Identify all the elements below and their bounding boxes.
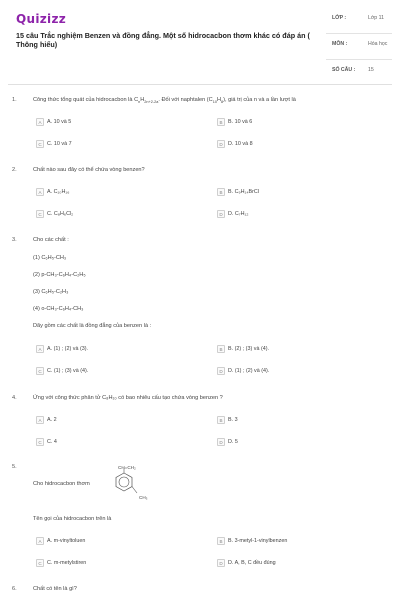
option-b[interactable]: B B. 10 và 6 (217, 118, 252, 126)
option-letter-box: D (217, 438, 225, 446)
benzene-inner-ring (119, 477, 129, 487)
option-letter-box: C (36, 438, 44, 446)
vinyl-group-label: CH=CH₂ (118, 465, 136, 470)
option-letter-box: B (217, 118, 225, 126)
question-number: 2. (12, 167, 17, 173)
class-label: LỚP : (332, 15, 347, 21)
compound-item: (3) C₆H₅-C₂H₃ (33, 289, 69, 295)
meta-divider (326, 33, 392, 34)
subject-value: Hóa học (368, 41, 388, 47)
option-d[interactable]: D D. A, B, C đều đúng (217, 559, 276, 567)
option-letter-box: D (217, 367, 225, 375)
option-letter-box: A (36, 188, 44, 196)
option-d[interactable]: D D. C₇H₁₂ (217, 210, 248, 218)
question-number: 6. (12, 586, 17, 592)
option-c[interactable]: C C. 4 (36, 438, 57, 446)
question-stem: Cho hidrocacbon thơm (33, 481, 90, 487)
header-divider (8, 84, 392, 85)
option-c[interactable]: C C. m-metylstiren (36, 559, 86, 567)
option-c[interactable]: C C. (1) ; (3) và (4). (36, 367, 88, 375)
option-b[interactable]: B B. 3-metyl-1-vinylbenzen (217, 537, 287, 545)
option-letter-box: D (217, 210, 225, 218)
option-b[interactable]: B B. 3 (217, 416, 238, 424)
subject-label: MÔN : (332, 41, 348, 47)
benzene-ring (116, 473, 132, 491)
quizizz-logo: Quizizz (16, 12, 67, 26)
compound-item: (1) C₆H₅-CH₃ (33, 255, 67, 261)
option-a[interactable]: A A. 2 (36, 416, 57, 424)
option-letter-box: A (36, 537, 44, 545)
option-letter-box: D (217, 559, 225, 567)
option-letter-box: C (36, 210, 44, 218)
option-letter-box: B (217, 416, 225, 424)
option-letter-box: C (36, 140, 44, 148)
methyl-group-label: CH₃ (139, 495, 148, 500)
option-letter-box: A (36, 118, 44, 126)
question-prompt: Dãy gồm các chất là đồng đẳng của benzen là : (33, 323, 152, 329)
question-stem: Chất nào sau đây có thể chứa vòng benzen? (33, 167, 145, 173)
option-d[interactable]: D D. 10 và 8 (217, 140, 253, 148)
option-a[interactable]: A A. C₁₀H₁₆ (36, 188, 69, 196)
class-value: Lớp 11 (368, 15, 384, 21)
question-number: 4. (12, 395, 17, 401)
option-d[interactable]: D D. 5 (217, 438, 238, 446)
compound-item: (2) p-CH₃-C₆H₄-C₂H₅ (33, 272, 86, 278)
option-letter-box: D (217, 140, 225, 148)
option-letter-box: C (36, 559, 44, 567)
option-letter-box: C (36, 367, 44, 375)
question-number: 5. (12, 464, 17, 470)
page-title: 15 câu Trắc nghiệm Benzen và đồng đẳng. Một số hidrocacbon thơm khác có đáp án ( Thông hiểu) (16, 31, 310, 49)
option-letter-box: A (36, 416, 44, 424)
option-c[interactable]: C C. C₈H₆Cl₂ (36, 210, 73, 218)
question-number: 1. (12, 97, 17, 103)
question-stem: Công thức tổng quát của hidrocacbon là $C_nH_{2n+2-2a}$. Đối với naphtalen $(C_{10}H_8)$, giá trị của n và a lần lượt là (33, 97, 296, 105)
option-d[interactable]: D D. (1) ; (2) và (4). (217, 367, 269, 375)
option-b[interactable]: B B. (2) ; (3) và (4). (217, 345, 269, 353)
option-letter-box: A (36, 345, 44, 353)
benzene-structure-image (108, 465, 168, 507)
option-b[interactable]: B B. C₉H₁₄BrCl (217, 188, 259, 196)
option-a[interactable]: A A. m-vinyltoluen (36, 537, 85, 545)
option-letter-box: B (217, 537, 225, 545)
compound-item: (4) o-CH₃-C₆H₄-CH₃ (33, 306, 84, 312)
option-letter-box: B (217, 345, 225, 353)
option-c[interactable]: C C. 10 và 7 (36, 140, 72, 148)
question-prompt: Tên gọi của hidrocacbon trên là (33, 516, 112, 522)
methyl-bond (132, 487, 137, 494)
question-stem: Chất có tên là gì? (33, 586, 77, 592)
option-letter-box: B (217, 188, 225, 196)
question-stem: Cho các chất : (33, 237, 69, 243)
meta-divider (326, 59, 392, 60)
option-a[interactable]: A A. (1) ; (2) và (3). (36, 345, 88, 353)
question-number: 3. (12, 237, 17, 243)
question-stem: Ứng với công thức phân tử C₈H₁₀ có bao nhiêu cấu tạo chứa vòng benzen ? (33, 395, 223, 401)
count-label: SỐ CÂU : (332, 67, 356, 73)
option-a[interactable]: A A. 10 và 5 (36, 118, 71, 126)
count-value: 15 (368, 67, 374, 73)
